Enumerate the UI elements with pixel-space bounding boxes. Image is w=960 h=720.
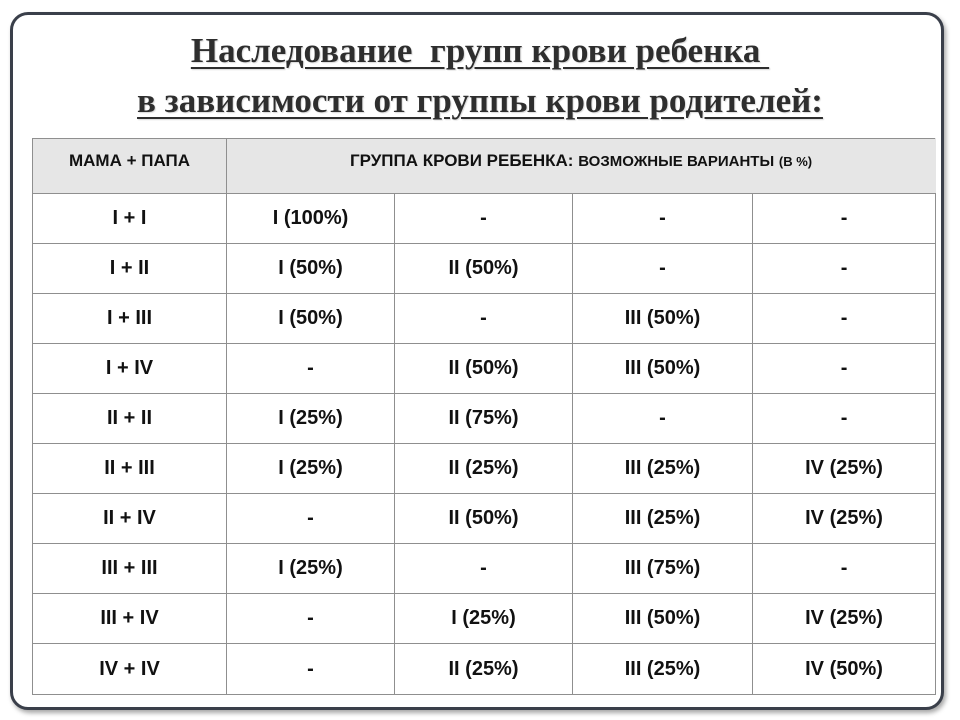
table-row [33,494,936,544]
child-variant-cell: I (25%) [227,544,395,594]
parents-combination-cell: II + IV [33,494,227,544]
title-line-1: Наследование групп крови ребенка [190,31,770,70]
table-row [33,444,936,494]
table-row [33,594,936,644]
parents-combination-cell: III + III [33,544,227,594]
child-variant-cell: II (25%) [395,444,573,494]
parents-combination-cell: I + II [33,244,227,294]
header-child-unit: (В %) [778,154,813,169]
child-variant-cell: - [753,194,936,244]
child-variant-cell: - [227,644,395,695]
child-variant-cell: - [573,194,753,244]
child-variant-cell: II (50%) [395,244,573,294]
child-variant-cell: III (50%) [573,344,753,394]
parents-combination-cell: I + I [33,194,227,244]
child-variant-cell: IV (25%) [753,444,936,494]
table-row [33,244,936,294]
blood-group-table [32,138,936,695]
parents-combination-cell: IV + IV [33,644,227,695]
table-row [33,194,936,244]
parents-combination-cell: II + II [33,394,227,444]
table-row [33,644,936,695]
child-variant-cell: - [753,394,936,444]
child-variant-cell: III (25%) [573,444,753,494]
table-row [33,294,936,344]
child-variant-cell: I (25%) [227,394,395,444]
child-variant-cell: - [573,244,753,294]
child-variant-cell: IV (25%) [753,494,936,544]
slide-title [0,26,960,126]
child-variant-cell: III (25%) [573,644,753,695]
header-parents: МАМА + ПАПА [33,139,227,194]
table-body [33,194,936,695]
parents-combination-cell: I + IV [33,344,227,394]
child-variant-cell: - [753,294,936,344]
table-header-row [33,139,936,194]
table-row [33,394,936,444]
child-variant-cell: III (50%) [573,294,753,344]
child-variant-cell: I (25%) [227,444,395,494]
child-variant-cell: III (75%) [573,544,753,594]
child-variant-cell: - [753,544,936,594]
child-variant-cell: I (100%) [227,194,395,244]
header-child-group [227,139,936,194]
parents-combination-cell: I + III [33,294,227,344]
child-variant-cell: - [227,594,395,644]
table-row [33,344,936,394]
child-variant-cell: III (25%) [573,494,753,544]
header-child-main: ГРУППА КРОВИ РЕБЕНКА: [349,151,574,170]
child-variant-cell: I (50%) [227,294,395,344]
child-variant-cell: III (50%) [573,594,753,644]
child-variant-cell: - [753,344,936,394]
title-line-2: в зависимости от группы крови родителей: [137,81,823,120]
child-variant-cell: II (50%) [395,494,573,544]
parents-combination-cell: II + III [33,444,227,494]
child-variant-cell: - [753,244,936,294]
child-variant-cell: IV (50%) [753,644,936,695]
child-variant-cell: IV (25%) [753,594,936,644]
parents-combination-cell: III + IV [33,594,227,644]
child-variant-cell: II (25%) [395,644,573,695]
child-variant-cell: - [395,294,573,344]
child-variant-cell: I (50%) [227,244,395,294]
child-variant-cell: II (50%) [395,344,573,394]
child-variant-cell: - [395,194,573,244]
child-variant-cell: - [227,344,395,394]
child-variant-cell: II (75%) [395,394,573,444]
child-variant-cell: I (25%) [395,594,573,644]
child-variant-cell: - [573,394,753,444]
child-variant-cell: - [227,494,395,544]
header-child-variants: ВОЗМОЖНЫЕ ВАРИАНТЫ [578,153,775,170]
child-variant-cell: - [395,544,573,594]
table-row [33,544,936,594]
